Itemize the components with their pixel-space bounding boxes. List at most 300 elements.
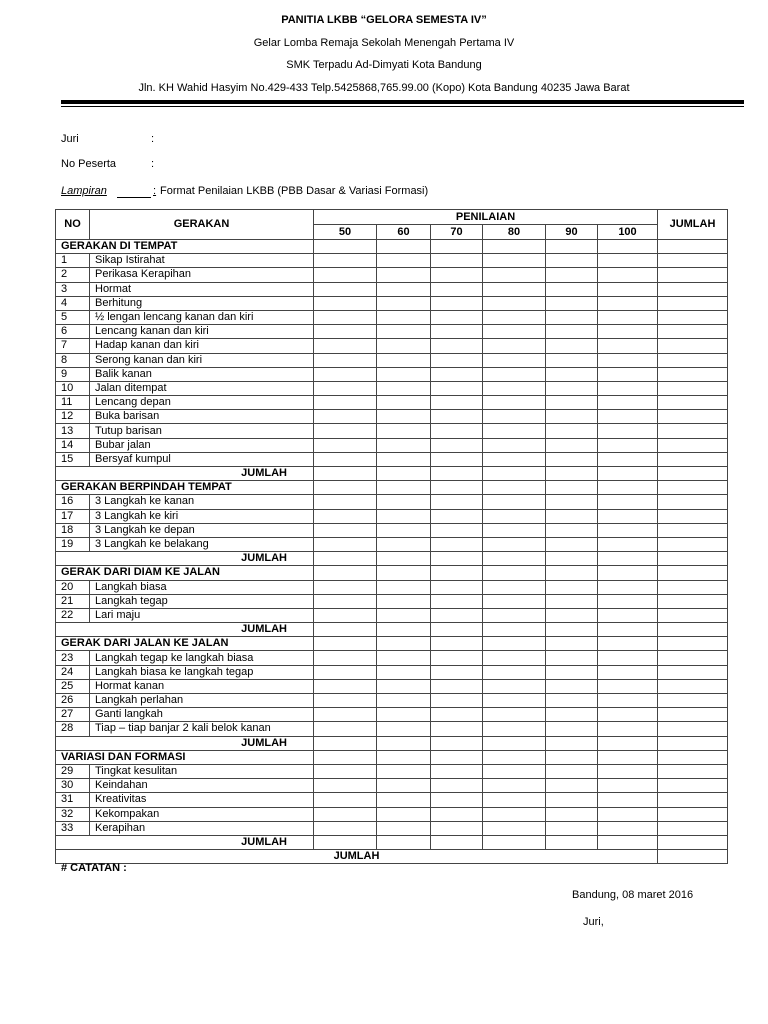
score-cell xyxy=(314,310,377,324)
movement-name: Tingkat kesulitan xyxy=(90,764,314,778)
score-cell xyxy=(598,438,658,452)
score-cell xyxy=(658,566,728,580)
movement-name: Langkah biasa ke langkah tegap xyxy=(90,665,314,679)
score-cell xyxy=(546,495,598,509)
score-cell xyxy=(431,396,483,410)
row-number: 14 xyxy=(56,438,90,452)
score-cell xyxy=(377,793,431,807)
row-number: 19 xyxy=(56,537,90,551)
row-number: 8 xyxy=(56,353,90,367)
score-cell xyxy=(658,552,728,566)
score-cell xyxy=(546,750,598,764)
score-cell xyxy=(658,296,728,310)
score-cell xyxy=(598,722,658,736)
subtotal-label: JUMLAH xyxy=(56,623,314,637)
score-cell xyxy=(377,708,431,722)
movement-name: Bubar jalan xyxy=(90,438,314,452)
signature-label: Juri, xyxy=(583,916,604,928)
lampiran-colon: : xyxy=(153,185,157,197)
table-row xyxy=(56,523,728,537)
score-cell xyxy=(546,240,598,254)
score-cell xyxy=(598,353,658,367)
score-cell xyxy=(377,396,431,410)
section-title: GERAK DARI DIAM KE JALAN xyxy=(56,566,314,580)
row-number: 20 xyxy=(56,580,90,594)
movement-name: Jalan ditempat xyxy=(90,381,314,395)
score-cell xyxy=(377,623,431,637)
lampiran-value: Format Penilaian LKBB (PBB Dasar & Variasi Formasi) xyxy=(160,185,429,197)
header-score-50: 50 xyxy=(314,225,377,240)
score-cell xyxy=(431,594,483,608)
score-cell xyxy=(598,537,658,551)
score-cell xyxy=(546,608,598,622)
header-score-60: 60 xyxy=(377,225,431,240)
score-cell xyxy=(377,537,431,551)
table-row xyxy=(56,325,728,339)
score-cell xyxy=(658,410,728,424)
score-cell xyxy=(431,339,483,353)
score-cell xyxy=(658,381,728,395)
table-row xyxy=(56,665,728,679)
row-number: 28 xyxy=(56,722,90,736)
section-title: GERAKAN BERPINDAH TEMPAT xyxy=(56,481,314,495)
score-cell xyxy=(598,779,658,793)
score-cell xyxy=(431,452,483,466)
score-cell xyxy=(314,807,377,821)
score-cell xyxy=(658,424,728,438)
score-cell xyxy=(658,268,728,282)
score-cell xyxy=(546,310,598,324)
score-cell xyxy=(314,722,377,736)
table-row xyxy=(56,793,728,807)
score-cell xyxy=(658,452,728,466)
section-title: GERAKAN DI TEMPAT xyxy=(56,240,314,254)
score-cell xyxy=(658,835,728,849)
score-cell xyxy=(431,495,483,509)
score-cell xyxy=(314,779,377,793)
score-cell xyxy=(546,764,598,778)
score-cell xyxy=(483,353,546,367)
score-cell xyxy=(658,367,728,381)
score-cell xyxy=(658,282,728,296)
header-jumlah: JUMLAH xyxy=(658,210,728,240)
score-cell xyxy=(431,708,483,722)
score-cell xyxy=(658,750,728,764)
table-row xyxy=(56,608,728,622)
score-cell xyxy=(658,708,728,722)
score-cell xyxy=(314,764,377,778)
score-cell xyxy=(483,325,546,339)
score-cell xyxy=(546,665,598,679)
table-row xyxy=(56,282,728,296)
score-cell xyxy=(598,665,658,679)
subtotal-row xyxy=(56,552,728,566)
score-cell xyxy=(431,736,483,750)
movement-name: 3 Langkah ke kiri xyxy=(90,509,314,523)
table-row xyxy=(56,396,728,410)
lampiran-label: Lampiran xyxy=(61,185,107,197)
table-row xyxy=(56,764,728,778)
row-number: 13 xyxy=(56,424,90,438)
row-number: 11 xyxy=(56,396,90,410)
score-cell xyxy=(314,821,377,835)
score-cell xyxy=(431,537,483,551)
movement-name: Ganti langkah xyxy=(90,708,314,722)
movement-name: Kreativitas xyxy=(90,793,314,807)
row-number: 2 xyxy=(56,268,90,282)
subtotal-label: JUMLAH xyxy=(56,467,314,481)
score-cell xyxy=(658,339,728,353)
score-cell xyxy=(598,793,658,807)
score-cell xyxy=(546,509,598,523)
score-cell xyxy=(314,296,377,310)
score-cell xyxy=(314,410,377,424)
score-cell xyxy=(546,296,598,310)
score-cell xyxy=(431,254,483,268)
row-number: 15 xyxy=(56,452,90,466)
score-cell xyxy=(483,310,546,324)
score-cell xyxy=(598,651,658,665)
score-cell xyxy=(314,736,377,750)
score-cell xyxy=(658,396,728,410)
score-cell xyxy=(598,410,658,424)
score-cell xyxy=(658,623,728,637)
score-cell xyxy=(658,438,728,452)
score-cell xyxy=(377,637,431,651)
score-cell xyxy=(658,537,728,551)
row-number: 23 xyxy=(56,651,90,665)
score-cell xyxy=(598,282,658,296)
subtotal-row xyxy=(56,467,728,481)
score-cell xyxy=(483,495,546,509)
table-body xyxy=(56,240,728,864)
score-cell xyxy=(598,396,658,410)
score-cell xyxy=(483,410,546,424)
score-cell xyxy=(314,424,377,438)
score-cell xyxy=(377,608,431,622)
score-cell xyxy=(483,240,546,254)
table-row xyxy=(56,694,728,708)
score-cell xyxy=(483,367,546,381)
section-title: VARIASI DAN FORMASI xyxy=(56,750,314,764)
movement-name: Buka barisan xyxy=(90,410,314,424)
score-cell xyxy=(377,268,431,282)
score-cell xyxy=(658,523,728,537)
score-cell xyxy=(483,438,546,452)
section-row xyxy=(56,637,728,651)
score-cell xyxy=(431,694,483,708)
row-number: 5 xyxy=(56,310,90,324)
table-row xyxy=(56,722,728,736)
score-cell xyxy=(483,296,546,310)
score-cell xyxy=(314,835,377,849)
score-cell xyxy=(314,381,377,395)
score-cell xyxy=(658,608,728,622)
row-number: 9 xyxy=(56,367,90,381)
score-cell xyxy=(483,381,546,395)
score-cell xyxy=(431,608,483,622)
table-row xyxy=(56,452,728,466)
score-cell xyxy=(314,665,377,679)
score-cell xyxy=(483,793,546,807)
score-cell xyxy=(483,537,546,551)
score-cell xyxy=(483,679,546,693)
lampiran-underline xyxy=(117,197,151,198)
table-row xyxy=(56,509,728,523)
score-cell xyxy=(314,353,377,367)
score-cell xyxy=(546,779,598,793)
movement-name: ½ lengan lencang kanan dan kiri xyxy=(90,310,314,324)
score-cell xyxy=(658,495,728,509)
score-cell xyxy=(483,282,546,296)
score-cell xyxy=(377,523,431,537)
scoring-table xyxy=(55,209,728,864)
score-cell xyxy=(658,467,728,481)
score-cell xyxy=(431,821,483,835)
score-cell xyxy=(377,566,431,580)
score-cell xyxy=(377,736,431,750)
header-divider-thin xyxy=(61,106,744,107)
score-cell xyxy=(483,424,546,438)
score-cell xyxy=(546,821,598,835)
score-cell xyxy=(658,665,728,679)
score-cell xyxy=(377,282,431,296)
school-name: SMK Terpadu Ad-Dimyati Kota Bandung xyxy=(286,59,482,71)
score-cell xyxy=(598,835,658,849)
score-cell xyxy=(658,637,728,651)
score-cell xyxy=(658,580,728,594)
movement-name: Bersyaf kumpul xyxy=(90,452,314,466)
score-cell xyxy=(377,807,431,821)
score-cell xyxy=(377,353,431,367)
score-cell xyxy=(483,552,546,566)
score-cell xyxy=(314,268,377,282)
movement-name: Lencang kanan dan kiri xyxy=(90,325,314,339)
row-number: 18 xyxy=(56,523,90,537)
score-cell xyxy=(377,694,431,708)
score-cell xyxy=(431,325,483,339)
score-cell xyxy=(483,807,546,821)
score-cell xyxy=(546,452,598,466)
score-cell xyxy=(598,594,658,608)
score-cell xyxy=(314,467,377,481)
movement-name: Sikap Istirahat xyxy=(90,254,314,268)
table-row xyxy=(56,495,728,509)
document-title: PANITIA LKBB “GELORA SEMESTA IV” xyxy=(281,14,487,26)
score-cell xyxy=(483,339,546,353)
table-header xyxy=(56,210,728,240)
score-cell xyxy=(658,325,728,339)
score-cell xyxy=(546,396,598,410)
juri-label: Juri xyxy=(61,133,79,145)
score-cell xyxy=(377,325,431,339)
no-peserta-label: No Peserta xyxy=(61,158,117,170)
score-cell xyxy=(483,835,546,849)
score-cell xyxy=(658,793,728,807)
score-cell xyxy=(598,424,658,438)
movement-name: Perikasa Kerapihan xyxy=(90,268,314,282)
score-cell xyxy=(377,665,431,679)
score-cell xyxy=(431,353,483,367)
score-cell xyxy=(546,708,598,722)
score-cell xyxy=(431,679,483,693)
score-cell xyxy=(483,736,546,750)
row-number: 1 xyxy=(56,254,90,268)
section-row xyxy=(56,240,728,254)
row-number: 17 xyxy=(56,509,90,523)
score-cell xyxy=(546,367,598,381)
score-cell xyxy=(598,623,658,637)
header-no: NO xyxy=(56,210,90,240)
section-row xyxy=(56,566,728,580)
score-cell xyxy=(431,296,483,310)
row-number: 6 xyxy=(56,325,90,339)
score-cell xyxy=(483,637,546,651)
score-cell xyxy=(546,552,598,566)
score-cell xyxy=(546,339,598,353)
score-cell xyxy=(546,651,598,665)
score-cell xyxy=(598,552,658,566)
score-cell xyxy=(483,254,546,268)
score-cell xyxy=(314,523,377,537)
school-address: Jln. KH Wahid Hasyim No.429-433 Telp.5425868,765.99.00 (Kopo) Kota Bandung 40235 Jawa Barat xyxy=(138,82,630,94)
row-number: 27 xyxy=(56,708,90,722)
row-number: 30 xyxy=(56,779,90,793)
score-cell xyxy=(377,296,431,310)
score-cell xyxy=(314,679,377,693)
score-cell xyxy=(314,623,377,637)
row-number: 26 xyxy=(56,694,90,708)
score-cell xyxy=(377,509,431,523)
score-cell xyxy=(431,750,483,764)
score-cell xyxy=(598,339,658,353)
score-cell xyxy=(546,438,598,452)
score-cell xyxy=(314,339,377,353)
score-cell xyxy=(546,679,598,693)
score-cell xyxy=(598,608,658,622)
score-cell xyxy=(658,722,728,736)
score-cell xyxy=(546,282,598,296)
table-row xyxy=(56,438,728,452)
score-cell xyxy=(598,452,658,466)
movement-name: Tutup barisan xyxy=(90,424,314,438)
score-cell xyxy=(658,594,728,608)
score-cell xyxy=(314,750,377,764)
movement-name: Balik kanan xyxy=(90,367,314,381)
score-cell xyxy=(598,254,658,268)
row-number: 16 xyxy=(56,495,90,509)
score-cell xyxy=(546,694,598,708)
score-cell xyxy=(658,651,728,665)
score-cell xyxy=(314,566,377,580)
table-row xyxy=(56,268,728,282)
score-cell xyxy=(483,651,546,665)
score-cell xyxy=(431,381,483,395)
table-row xyxy=(56,424,728,438)
score-cell xyxy=(546,835,598,849)
score-cell xyxy=(377,835,431,849)
movement-name: Langkah perlahan xyxy=(90,694,314,708)
subtotal-label: JUMLAH xyxy=(56,835,314,849)
score-cell xyxy=(314,481,377,495)
movement-name: Serong kanan dan kiri xyxy=(90,353,314,367)
score-cell xyxy=(546,722,598,736)
score-cell xyxy=(546,410,598,424)
score-cell xyxy=(314,594,377,608)
score-cell xyxy=(598,240,658,254)
movement-name: Langkah tegap xyxy=(90,594,314,608)
score-cell xyxy=(658,310,728,324)
score-cell xyxy=(546,566,598,580)
movement-name: Hormat kanan xyxy=(90,679,314,693)
section-row xyxy=(56,750,728,764)
score-cell xyxy=(431,367,483,381)
score-cell xyxy=(598,367,658,381)
score-cell xyxy=(314,537,377,551)
score-cell xyxy=(658,509,728,523)
score-cell xyxy=(314,694,377,708)
table-row xyxy=(56,254,728,268)
table-row xyxy=(56,651,728,665)
score-cell xyxy=(377,254,431,268)
score-cell xyxy=(377,310,431,324)
score-cell xyxy=(377,467,431,481)
movement-name: Langkah biasa xyxy=(90,580,314,594)
score-cell xyxy=(483,467,546,481)
score-cell xyxy=(598,750,658,764)
table-row xyxy=(56,339,728,353)
header-penilaian: PENILAIAN xyxy=(314,210,658,225)
score-cell xyxy=(431,722,483,736)
row-number: 25 xyxy=(56,679,90,693)
movement-name: 3 Langkah ke depan xyxy=(90,523,314,537)
score-cell xyxy=(598,580,658,594)
score-cell xyxy=(598,509,658,523)
score-cell xyxy=(377,779,431,793)
score-cell xyxy=(314,438,377,452)
movement-name: Hadap kanan dan kiri xyxy=(90,339,314,353)
score-cell xyxy=(483,708,546,722)
score-cell xyxy=(431,481,483,495)
score-cell xyxy=(598,736,658,750)
score-cell xyxy=(377,452,431,466)
score-cell xyxy=(658,779,728,793)
score-cell xyxy=(431,410,483,424)
row-number: 7 xyxy=(56,339,90,353)
score-cell xyxy=(546,793,598,807)
score-cell xyxy=(431,552,483,566)
score-cell xyxy=(598,821,658,835)
table-row xyxy=(56,310,728,324)
score-cell xyxy=(431,623,483,637)
score-cell xyxy=(483,821,546,835)
score-cell xyxy=(598,807,658,821)
score-cell xyxy=(483,481,546,495)
score-cell xyxy=(546,353,598,367)
score-cell xyxy=(598,268,658,282)
score-cell xyxy=(546,268,598,282)
subtotal-label: JUMLAH xyxy=(56,736,314,750)
row-number: 33 xyxy=(56,821,90,835)
score-cell xyxy=(377,764,431,778)
score-cell xyxy=(377,750,431,764)
row-number: 4 xyxy=(56,296,90,310)
score-cell xyxy=(483,523,546,537)
score-cell xyxy=(483,722,546,736)
row-number: 29 xyxy=(56,764,90,778)
score-cell xyxy=(658,807,728,821)
score-cell xyxy=(314,254,377,268)
